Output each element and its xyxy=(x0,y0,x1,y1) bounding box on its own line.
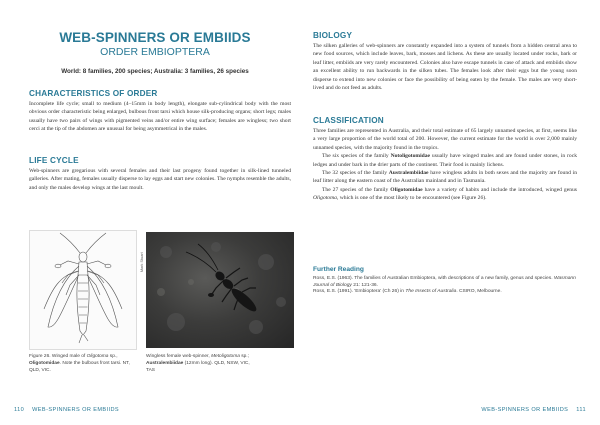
photo-credit: Mark Stuart xyxy=(140,252,144,272)
right-footer xyxy=(481,407,586,413)
biology-text: The silken galleries of web-spinners are constantly expanded into a system of tunnels from a hidden central area to new food sources, which include leaves, bark, mosses and lichens. As these are usually located under rocks, bark or leaf litter, embiids are very rarely encountered. Colonies also have escape tunnels in case of attack and embiids show an excellent ability to run backwards in the silken tubes. The females look after their eggs but the young soon disperse to extend into new colonies or face the possibility of being eaten by the female. The males are very short-lived and do not feed as adults. xyxy=(313,43,577,92)
characteristics-text: Incomplete life cycle; small to medium (4–15mm in body length), elongate sub-cylindrical body with the most obvious order characteristic being enlarged, bulbous front tarsi which house silk-producing organs; short legs; males usually have two pairs of wings with pigmented veins and/or entire wing surface; females are wingless; two short cerci at the tip of the abdomen are unusual for being asymmetrical in the males. xyxy=(29,101,291,133)
wingless-female-photo xyxy=(146,232,294,348)
right-running-title: WEB-SPINNERS OR EMBIIDS xyxy=(481,407,569,413)
life-cycle-text: Web-spinners are gregarious with several females and their last progeny found together in silk-lined tunneled galleries. After mating, females usually disperse to lay eggs and start new colonies. The nymphs resemble the adults, and only the males develop wings at the last moult. xyxy=(29,168,291,191)
life-cycle-heading: LIFE CYCLE xyxy=(29,156,79,165)
page-title: WEB-SPINNERS OR EMBIIDS xyxy=(59,30,251,45)
photo-caption: Wingless female web-spinner, Metoligotoma sp.; Australembiidae (12mm long). QLD, NSW, VIC, TAS xyxy=(146,354,250,373)
classification-para-3: The 32 species of the family Australembiidae have wingless adults in both sexes and the majority are found in leaf litter along the eastern coast of the Australian mainland and in Tasmania. xyxy=(313,170,577,185)
left-page-number: 110 xyxy=(14,407,25,413)
characteristics-heading: CHARACTERISTICS OF ORDER xyxy=(29,89,158,98)
classification-para-2: The six species of the family Notoligotomidae usually have winged males and are found under stones, in rock ledges and under bark in the drier parts of the continent. Their food is mainly lichens. xyxy=(313,153,577,168)
embiid-line-drawing xyxy=(30,231,136,349)
left-running-title: WEB-SPINNERS OR EMBIIDS xyxy=(32,407,120,413)
reference-entry: Ross, E.S. (1963). The families of Australian Embioptera, with descriptions of a new family, genus and species. Wasmann Journal of Biology 21: 121-36. xyxy=(313,276,576,288)
left-footer xyxy=(14,407,119,413)
figure-26-caption: Figure 26. Winged male of Oligotoma sp., Oligotomidae. Note the bulbous front tarsi. NT, QLD, VIC. xyxy=(29,354,130,373)
biology-heading: BIOLOGY xyxy=(313,31,353,40)
page-subtitle: ORDER EMBIOPTERA xyxy=(100,46,210,58)
classification-body xyxy=(313,127,577,203)
reference-entry: Ross, E.S. (1991). 'Embioptera' (Ch 26) in The Insects of Australia. CSIRO, Melbourne. xyxy=(313,289,502,295)
classification-para-4: The 27 species of the family Oligotomidae have a variety of habits and include the introduced, winged genus Oligotoma, which is one of the most likely to be encountered (see Figure 26). xyxy=(313,186,577,202)
classification-heading: CLASSIFICATION xyxy=(313,116,384,125)
web-spinner-photo-illustration xyxy=(146,232,294,348)
right-page-number: 111 xyxy=(576,407,586,413)
further-reading-heading: Further Reading xyxy=(313,266,364,273)
species-stats: World: 8 families, 200 species; Australia: 3 families, 26 species xyxy=(61,68,249,75)
further-reading-list xyxy=(313,276,577,296)
winged-male-drawing xyxy=(29,230,137,350)
classification-para-1: Three families are represented in Australia, and their total estimate of 65 largely unnamed species, at first, seems like a very large proportion of the world total of 200. However, the current estimate for the world is over 2,000 mainly unnamed species, with the majority found in the tropics. xyxy=(313,128,577,151)
